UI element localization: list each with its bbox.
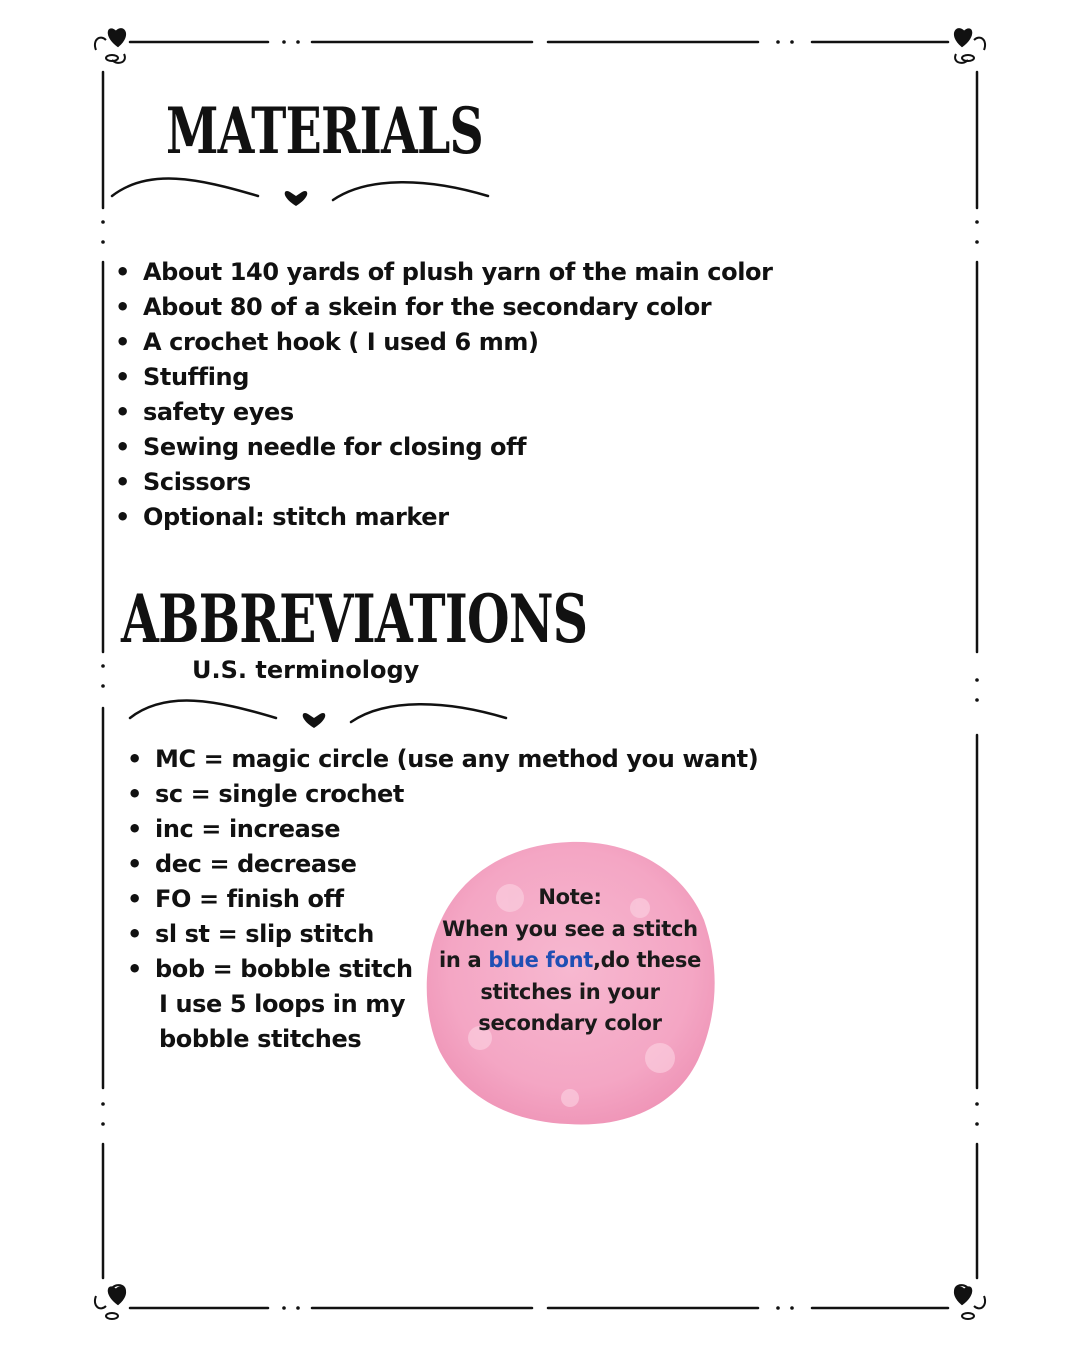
note-line: secondary color	[478, 1011, 662, 1035]
list-item: • A crochet hook ( I used 6 mm)	[115, 325, 773, 360]
list-item: • FO = finish off	[127, 882, 758, 917]
list-item: • sl st = slip stitch	[127, 917, 758, 952]
heart-icon	[285, 191, 308, 206]
blue-font-highlight: blue font	[488, 948, 593, 972]
bobble-note-line: I use 5 loops in my	[159, 990, 406, 1018]
note-text	[425, 882, 715, 1040]
note-line-suffix: ,do these	[593, 948, 702, 972]
list-item: • sc = single crochet	[127, 777, 758, 812]
list-item: • inc = increase	[127, 812, 758, 847]
list-item: • Sewing needle for closing off	[115, 430, 773, 465]
abbreviations-title: ABBREVIATIONS	[121, 580, 588, 658]
list-item: • bob = bobble stitch	[127, 952, 758, 987]
materials-title: MATERIALS	[166, 94, 484, 169]
list-item: • About 140 yards of plush yarn of the main color	[115, 255, 773, 290]
note-line: When you see a stitch	[442, 916, 698, 941]
bobble-note-line: bobble stitches	[159, 1025, 362, 1053]
note-line-prefix: in a	[438, 948, 482, 972]
corner-heart-icon	[95, 29, 125, 63]
heart-icon	[303, 713, 326, 728]
swirl-divider	[126, 688, 516, 738]
materials-list	[115, 255, 773, 535]
corner-heart-icon	[95, 1285, 125, 1319]
corner-heart-icon	[955, 29, 985, 63]
list-item: • dec = decrease	[127, 847, 758, 882]
abbreviations-subtitle: U.S. terminology	[192, 656, 420, 684]
list-item: • Optional: stitch marker	[115, 500, 773, 535]
list-item: • About 80 of a skein for the secondary color	[115, 290, 773, 325]
swirl-divider	[108, 168, 498, 218]
list-item: • MC = magic circle (use any method you want)	[127, 742, 758, 777]
note-line	[425, 945, 715, 977]
corner-heart-icon	[955, 1285, 985, 1319]
list-item: • safety eyes	[115, 395, 773, 430]
note-line: stitches in your	[480, 979, 660, 1004]
note-heading: Note:	[538, 885, 602, 909]
list-item: • Scissors	[115, 465, 773, 500]
list-item: • Stuffing	[115, 360, 773, 395]
